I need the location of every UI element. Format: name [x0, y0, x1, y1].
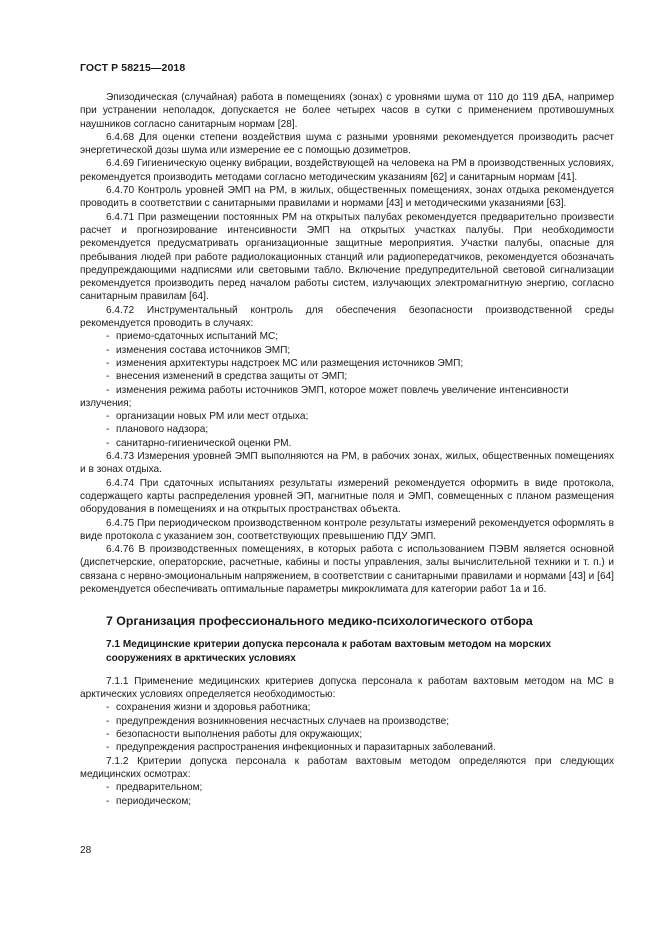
list-item-text: изменения архитектуры надстроек МС или размещения источников ЭМП; [116, 357, 464, 369]
list-item-text: предупреждения возникновения несчастных случаев на производстве; [116, 715, 450, 727]
list-item [80, 370, 614, 383]
list-item [80, 410, 614, 423]
paragraph: 6.4.73 Измерения уровней ЭМП выполняются на РМ, в рабочих зонах, жилых, общественных помещениях и в зонах отдыха. [80, 451, 614, 476]
list-item-text: изменения состава источников ЭМП; [116, 344, 291, 356]
list-item [80, 795, 614, 808]
list-item-text: изменения режима работы источников ЭМП, которое может повлечь увеличение интенсивности [116, 384, 569, 396]
list-marker: - [106, 795, 110, 807]
paragraph: 6.4.74 При сдаточных испытаниях результаты измерений рекомендуется оформить в виде протокола, содержащего карты распределения уровней ЭП, магнитные поля и ЭМП, совмещенных с планом размещения оборудования в помещениях и на открытых пространствах объекта. [80, 477, 614, 516]
document-body [80, 91, 614, 808]
list-item [80, 384, 614, 397]
list-item [80, 437, 614, 450]
list-item [80, 423, 614, 436]
list-item-text: организации новых РМ или мест отдыха; [116, 411, 309, 423]
page-number: 28 [80, 845, 92, 856]
paragraph: 6.4.75 При периодическом производственном контроле результаты измерений рекомендуется оформлять в виде протокола с указанием зон, соответствующих превышению ПДУ ЭМП. [80, 517, 614, 542]
document-header: ГОСТ Р 58215—2018 [80, 62, 186, 74]
list-marker: - [106, 371, 110, 383]
list-item [80, 781, 614, 794]
list-item-text: предварительном; [116, 782, 203, 794]
paragraph: 6.4.71 При размещении постоянных РМ на открытых палубах рекомендуется предварительно произвести расчет и прогнозирование интенсивности ЭМП на открытых участках палубы. При необходимости рекомендуется предусматривать организационные защитные мероприятия. Участки палубы, опасные для пребывания людей при работе радиолокационных станций или радиопередатчиков, рекомендуется обозначать предупреждающими надписями или световыми табло. Включение предупредительной световой сигнализации рекомендуется производить перед началом работы систем, излучающих электромагнитную энергию, согласно санитарным правилам [64]. [80, 211, 614, 303]
list-item-text: безопасности выполнения работы для окружающих; [116, 729, 363, 741]
list-item [80, 344, 614, 357]
list-marker: - [106, 782, 110, 794]
paragraph: 6.4.70 Контроль уровней ЭМП на РМ, в жилых, общественных помещениях, зонах отдыха рекомендуется проводить в соответствии с санитарными правилами и нормами [43] и методическими указаниями [63]. [80, 185, 614, 210]
list-item-text: предупреждения распространения инфекционных и паразитарных заболеваний. [116, 742, 496, 754]
list-marker: - [106, 715, 110, 727]
paragraph: 6.4.69 Гигиеническую оценку вибрации, воздействующей на человека на РМ в производственных условиях, рекомендуется производить методами согласно методическим указаниям [62] и санитарным нормам [41]. [80, 158, 614, 183]
list-item-text: планового надзора; [116, 424, 209, 436]
list-item [80, 728, 614, 741]
list-item [80, 357, 614, 370]
list-marker: - [106, 424, 110, 436]
paragraph: 7.1.1 Применение медицинских критериев допуска персонала к работам вахтовым методом на МС в арктических условиях определяется необходимостью: [80, 675, 614, 701]
list-marker: - [106, 384, 110, 396]
list-item-text: сохранения жизни и здоровья работника; [116, 702, 311, 714]
list-marker: - [106, 702, 110, 714]
list-marker: - [106, 437, 110, 449]
list-item [80, 701, 614, 714]
list-marker: - [106, 344, 110, 356]
list-item [80, 741, 614, 754]
paragraph: Эпизодическая (случайная) работа в помещениях (зонах) с уровнями шума от 110 до 119 дБА, например при устранении неполадок, допускается не более четырех часов в сутки с применением противошумных наушников согласно санитарным нормам [28]. [80, 92, 614, 130]
list-item-text: внесения изменений в средства защиты от ЭМП; [116, 371, 348, 383]
list-item-text: санитарно-гигиенической оценки РМ. [116, 437, 292, 449]
list-item-text: периодическом; [116, 795, 192, 807]
paragraph: 6.4.72 Инструментальный контроль для обеспечения безопасности производственной среды рекомендуется проводить в случаях: [80, 304, 614, 330]
list-marker: - [106, 357, 110, 369]
list-item [80, 330, 614, 343]
list-marker: - [106, 742, 110, 754]
list-item-text: приемо-сдаточных испытаний МС; [116, 331, 279, 343]
subsection-heading: 7.1 Медицинские критерии допуска персонала к работам вахтовым методом на морских сооружениях в арктических условиях [106, 639, 552, 664]
paragraph: 6.4.76 В производственных помещениях, в которых работа с использованием ПЭВМ является основной (диспетчерские, операторские, расчетные, кабины и посты управления, залы вычислительной техники и т. п.) и связана с нервно-эмоциональным напряжением, в соответствии с санитарными правилами и нормами [43] и [64] рекомендуется обеспечивать оптимальные параметры микроклимата для категории работ 1а и 1б. [80, 544, 614, 595]
paragraph: 7.1.2 Критерии допуска персонала к работам вахтовым методом определяются при следующих медицинских осмотрах: [80, 755, 614, 780]
paragraph: 6.4.68 Для оценки степени воздействия шума с разными уровнями рекомендуется производить расчет энергетической дозы шума или измерение ее с помощью дозиметров. [80, 131, 614, 157]
list-item-continuation: излучения; [80, 397, 132, 409]
section-heading: 7 Организация профессионального медико-психологического отбора [106, 614, 533, 629]
list-item [80, 715, 614, 728]
list-marker: - [106, 411, 110, 423]
list-marker: - [106, 729, 110, 741]
list-marker: - [106, 331, 110, 343]
